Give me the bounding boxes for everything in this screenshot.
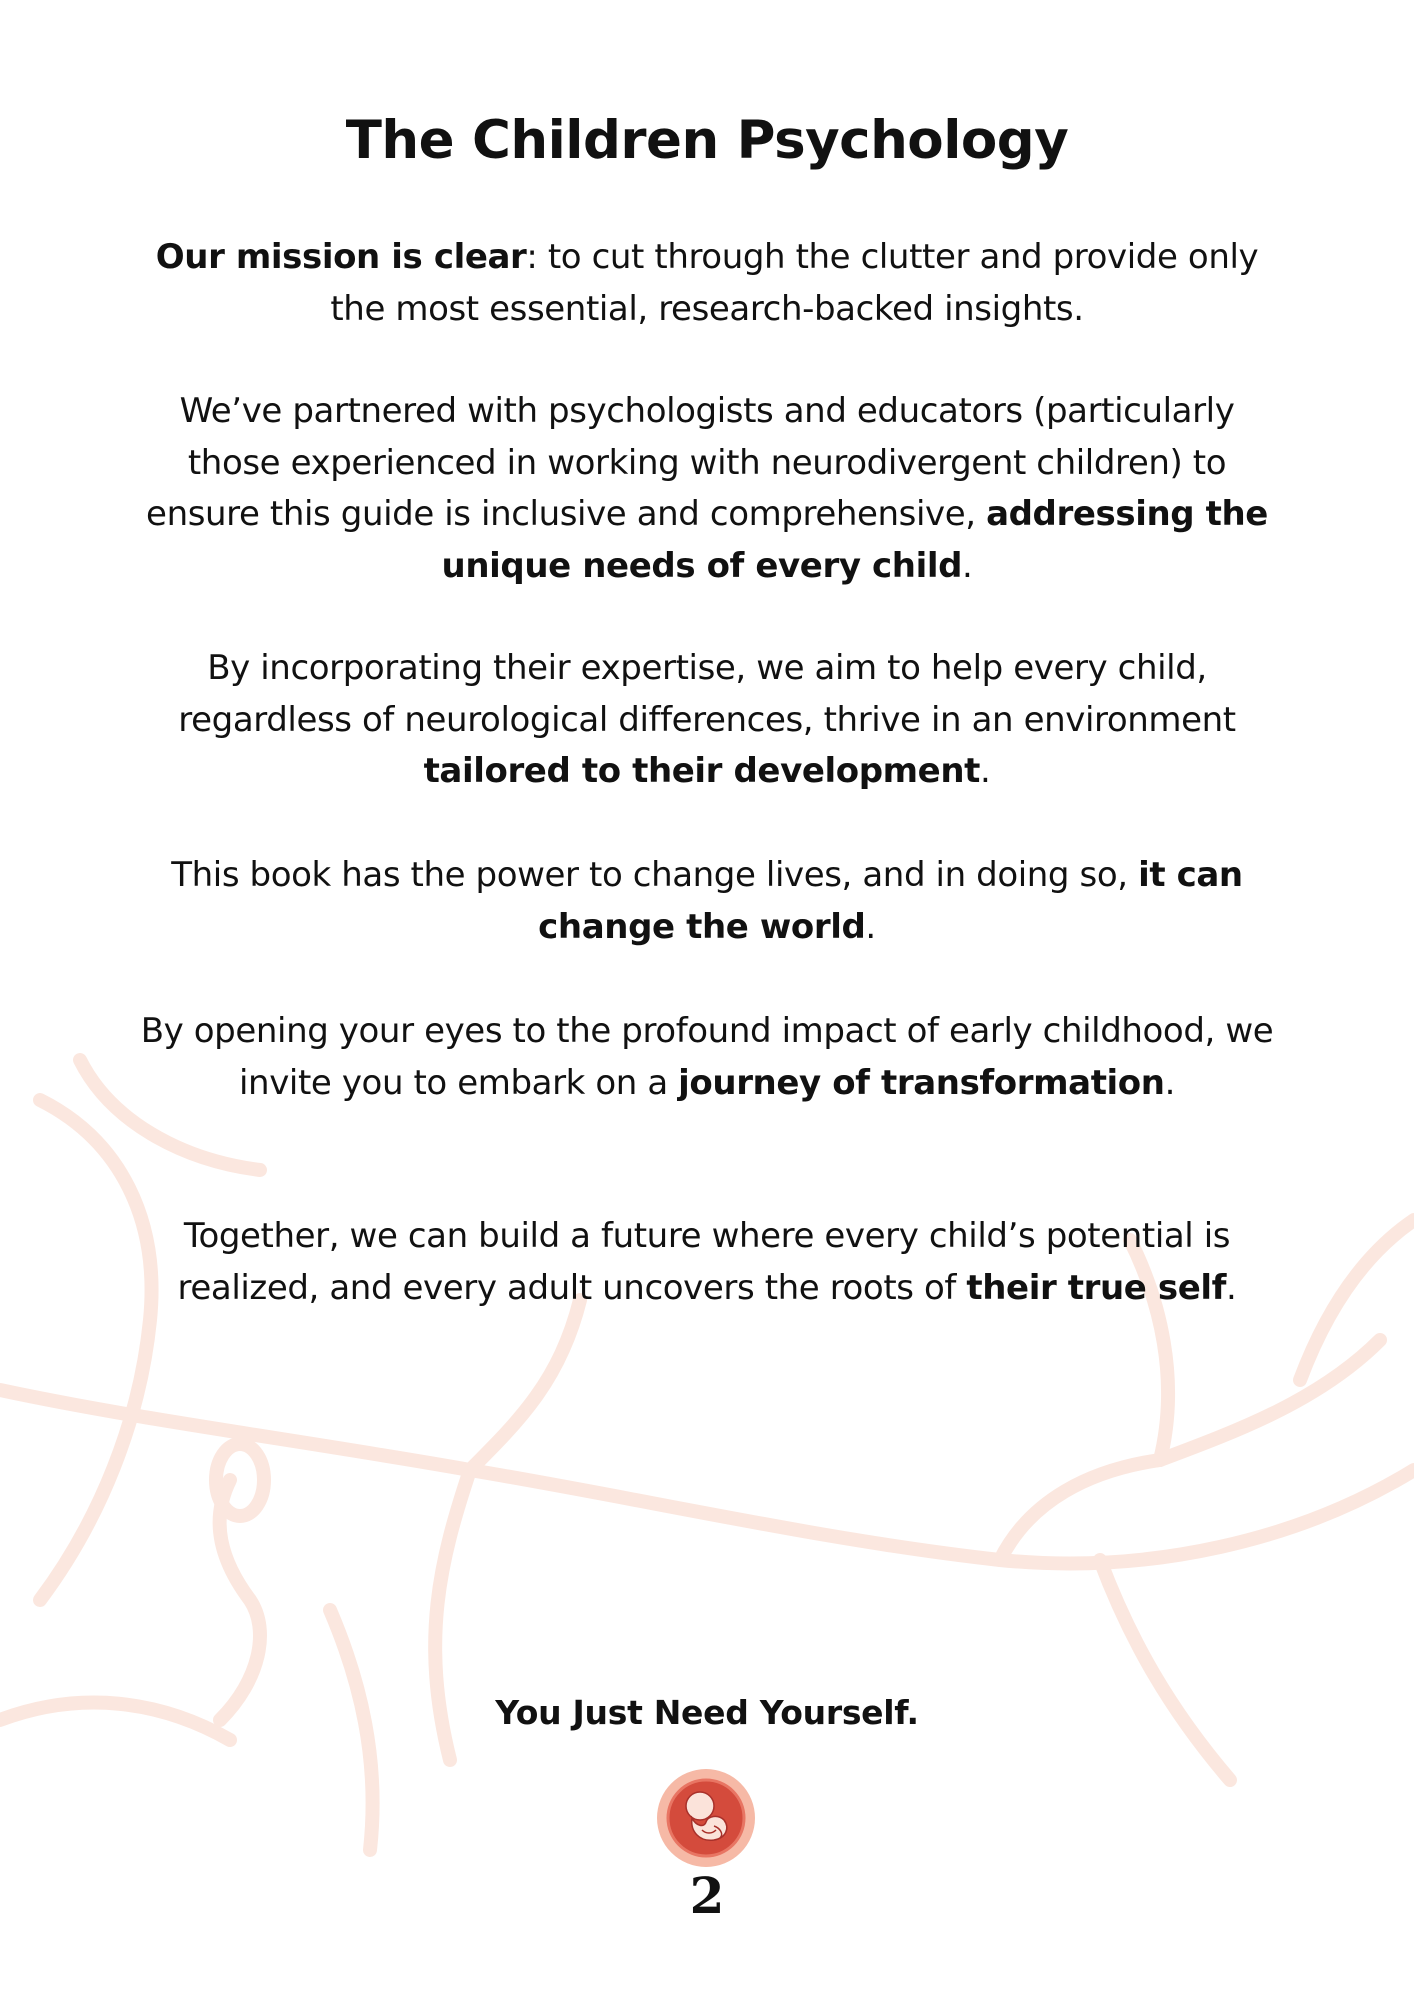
bold-span: journey of transformation [678, 1062, 1165, 1103]
text-span: . [1164, 1062, 1175, 1103]
bold-span: it can change the world [538, 855, 1243, 947]
text-span: Together, we can build a future where every child’s potential is realized, and every adult uncovers the roots of [177, 1216, 1231, 1308]
text-span: . [979, 751, 991, 791]
paragraph-future [130, 1211, 1284, 1314]
paragraph-partnership [130, 386, 1284, 592]
bold-span: addressing the unique needs of every child [441, 494, 1268, 586]
neuron-branch-watermark [0, 1000, 1414, 1900]
paragraph-mission [130, 232, 1284, 335]
bold-span: Our mission is clear [155, 237, 527, 277]
text-span: . [962, 545, 973, 586]
text-span: We’ve partnered with psychologists and educators (particularly those experienced in working with neurodivergent children) to ensure this guide is inclusive and comprehensive, [146, 391, 1235, 534]
text-span: By opening your eyes to the profound impact of early childhood, we invite you to embark on a [140, 1011, 1274, 1103]
text-span: . [1226, 1267, 1237, 1308]
paragraph-power [130, 850, 1284, 953]
page-number: 2 [689, 1866, 725, 1925]
paragraph-expertise [130, 643, 1284, 798]
bold-span: tailored to their development [423, 751, 980, 791]
bold-span: their true self [966, 1267, 1227, 1308]
fetus-in-womb-icon [656, 1768, 756, 1868]
text-span: . [865, 906, 876, 947]
text-span: This book has the power to change lives, and in doing so, [171, 855, 1139, 895]
paragraph-journey [130, 1006, 1284, 1109]
text-span: By incorporating their expertise, we aim to help every child, regardless of neurological differences, thrive in an environment [178, 648, 1236, 740]
text-span: : to cut through the clutter and provide only the most essential, research-backed insights. [330, 237, 1259, 329]
page-title: The Children Psychology [345, 110, 1069, 171]
tagline: You Just Need Yourself. [495, 1693, 919, 1732]
